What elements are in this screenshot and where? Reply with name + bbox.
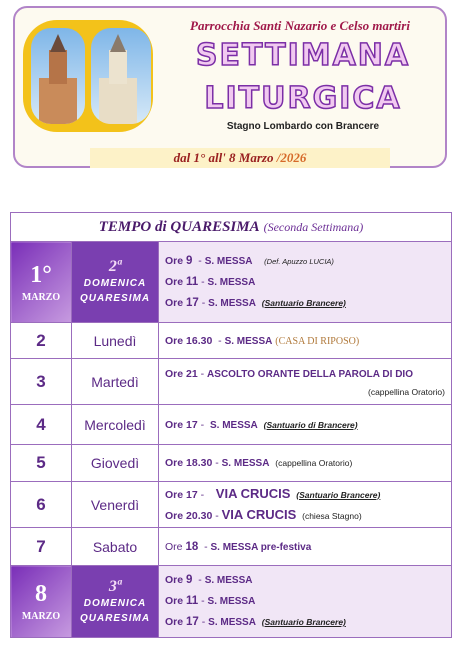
season-title: TEMPO di QUARESIMA [98, 219, 260, 235]
sunday-events [159, 566, 452, 638]
sunday-label-1: DOMENICA [83, 278, 147, 289]
day-events: Ore 21 - ASCOLTO ORANTE DELLA PAROLA DI DIO (cappellina Oratorio) [159, 359, 452, 405]
day-number: 3 [11, 359, 72, 405]
sunday-ordinal: 2ª [108, 258, 122, 275]
sunday-ordinal: 3ª [108, 577, 122, 595]
table-title [11, 213, 452, 242]
table-title-row [11, 213, 452, 242]
table-row [11, 482, 452, 528]
day-number: 5 [11, 445, 72, 482]
table-row [11, 359, 452, 405]
sunday-label [72, 242, 159, 323]
table-row [11, 528, 452, 566]
dates-end: 8 Marzo [229, 150, 274, 165]
dates-year: /2026 [276, 150, 307, 165]
day-number: 1° [30, 261, 52, 288]
month-label: MARZO [21, 611, 61, 622]
season-subtitle: (Seconda Settimana) [263, 220, 364, 234]
title-line-1: SETTIMANA [195, 38, 411, 73]
day-events: Ore 18 - S. MESSA pre-festiva [159, 528, 452, 566]
church-photo-stagno [31, 28, 85, 124]
sunday-label-2: QUARESIMA [79, 293, 151, 304]
month-label: MARZO [21, 291, 61, 303]
day-number: 6 [11, 482, 72, 528]
dates-mid: all' [208, 150, 226, 165]
table-row [11, 445, 452, 482]
table-row-sunday-1 [11, 242, 452, 323]
day-events: Ore 17 - S. MESSA (Santuario di Brancere) [159, 405, 452, 445]
header-card [13, 6, 447, 168]
weekday: Lunedì [72, 323, 159, 359]
day-number: 7 [11, 528, 72, 566]
weekday: Venerdì [72, 482, 159, 528]
day-number: 2 [11, 323, 72, 359]
day-events: Ore 18.30 - S. MESSA (cappellina Oratorio) [159, 445, 452, 482]
place-name: Stagno Lombardo con Brancere [226, 121, 380, 132]
event-line: Ore 11 - S. MESSA [165, 595, 256, 607]
weekday: Giovedì [72, 445, 159, 482]
sunday-label-1: DOMENICA [83, 597, 147, 609]
table-row [11, 323, 452, 359]
sunday-events [159, 242, 452, 323]
event-line: Ore 11 - S. MESSA [165, 275, 256, 288]
event-note: (cappellina Oratorio) [367, 387, 445, 397]
day-events: Ore 17 - VIA CRUCIS (Santuario Brancere) Ore 20.30 - VIA CRUCIS (chiesa Stagno) [159, 482, 452, 528]
day-events: Ore 16.30 - S. MESSA (CASA DI RIPOSO) [159, 323, 452, 359]
sunday-label [72, 566, 159, 638]
sunday-date [11, 566, 72, 638]
schedule-table [10, 212, 452, 638]
weekday: Martedì [72, 359, 159, 405]
title-line-2: LITURGICA [204, 81, 402, 116]
sunday-label-2: QUARESIMA [79, 612, 151, 624]
dates-prefix: dal [173, 150, 191, 165]
table-row-sunday-2 [11, 566, 452, 638]
parish-name: Parrocchia Santi Nazario e Celso martiri [190, 18, 410, 33]
church-photo-brancere [91, 28, 151, 124]
weekday: Sabato [72, 528, 159, 566]
event-line: Ore 9 - S. MESSA (Def. Apuzzo LUCIA) [165, 254, 334, 267]
church-photos [23, 20, 153, 132]
weekday: Mercoledì [72, 405, 159, 445]
dates-start: 1° [193, 150, 206, 165]
sunday-date [11, 242, 72, 323]
date-range [90, 148, 390, 168]
event-line: Ore 17 - S. MESSA (Santuario Brancere) [165, 616, 346, 628]
day-number: 8 [35, 581, 47, 607]
event-line: Ore 9 - S. MESSA [165, 574, 253, 586]
day-number: 4 [11, 405, 72, 445]
table-row [11, 405, 452, 445]
event-line: Ore 17 - S. MESSA (Santuario Brancere) [165, 296, 346, 309]
